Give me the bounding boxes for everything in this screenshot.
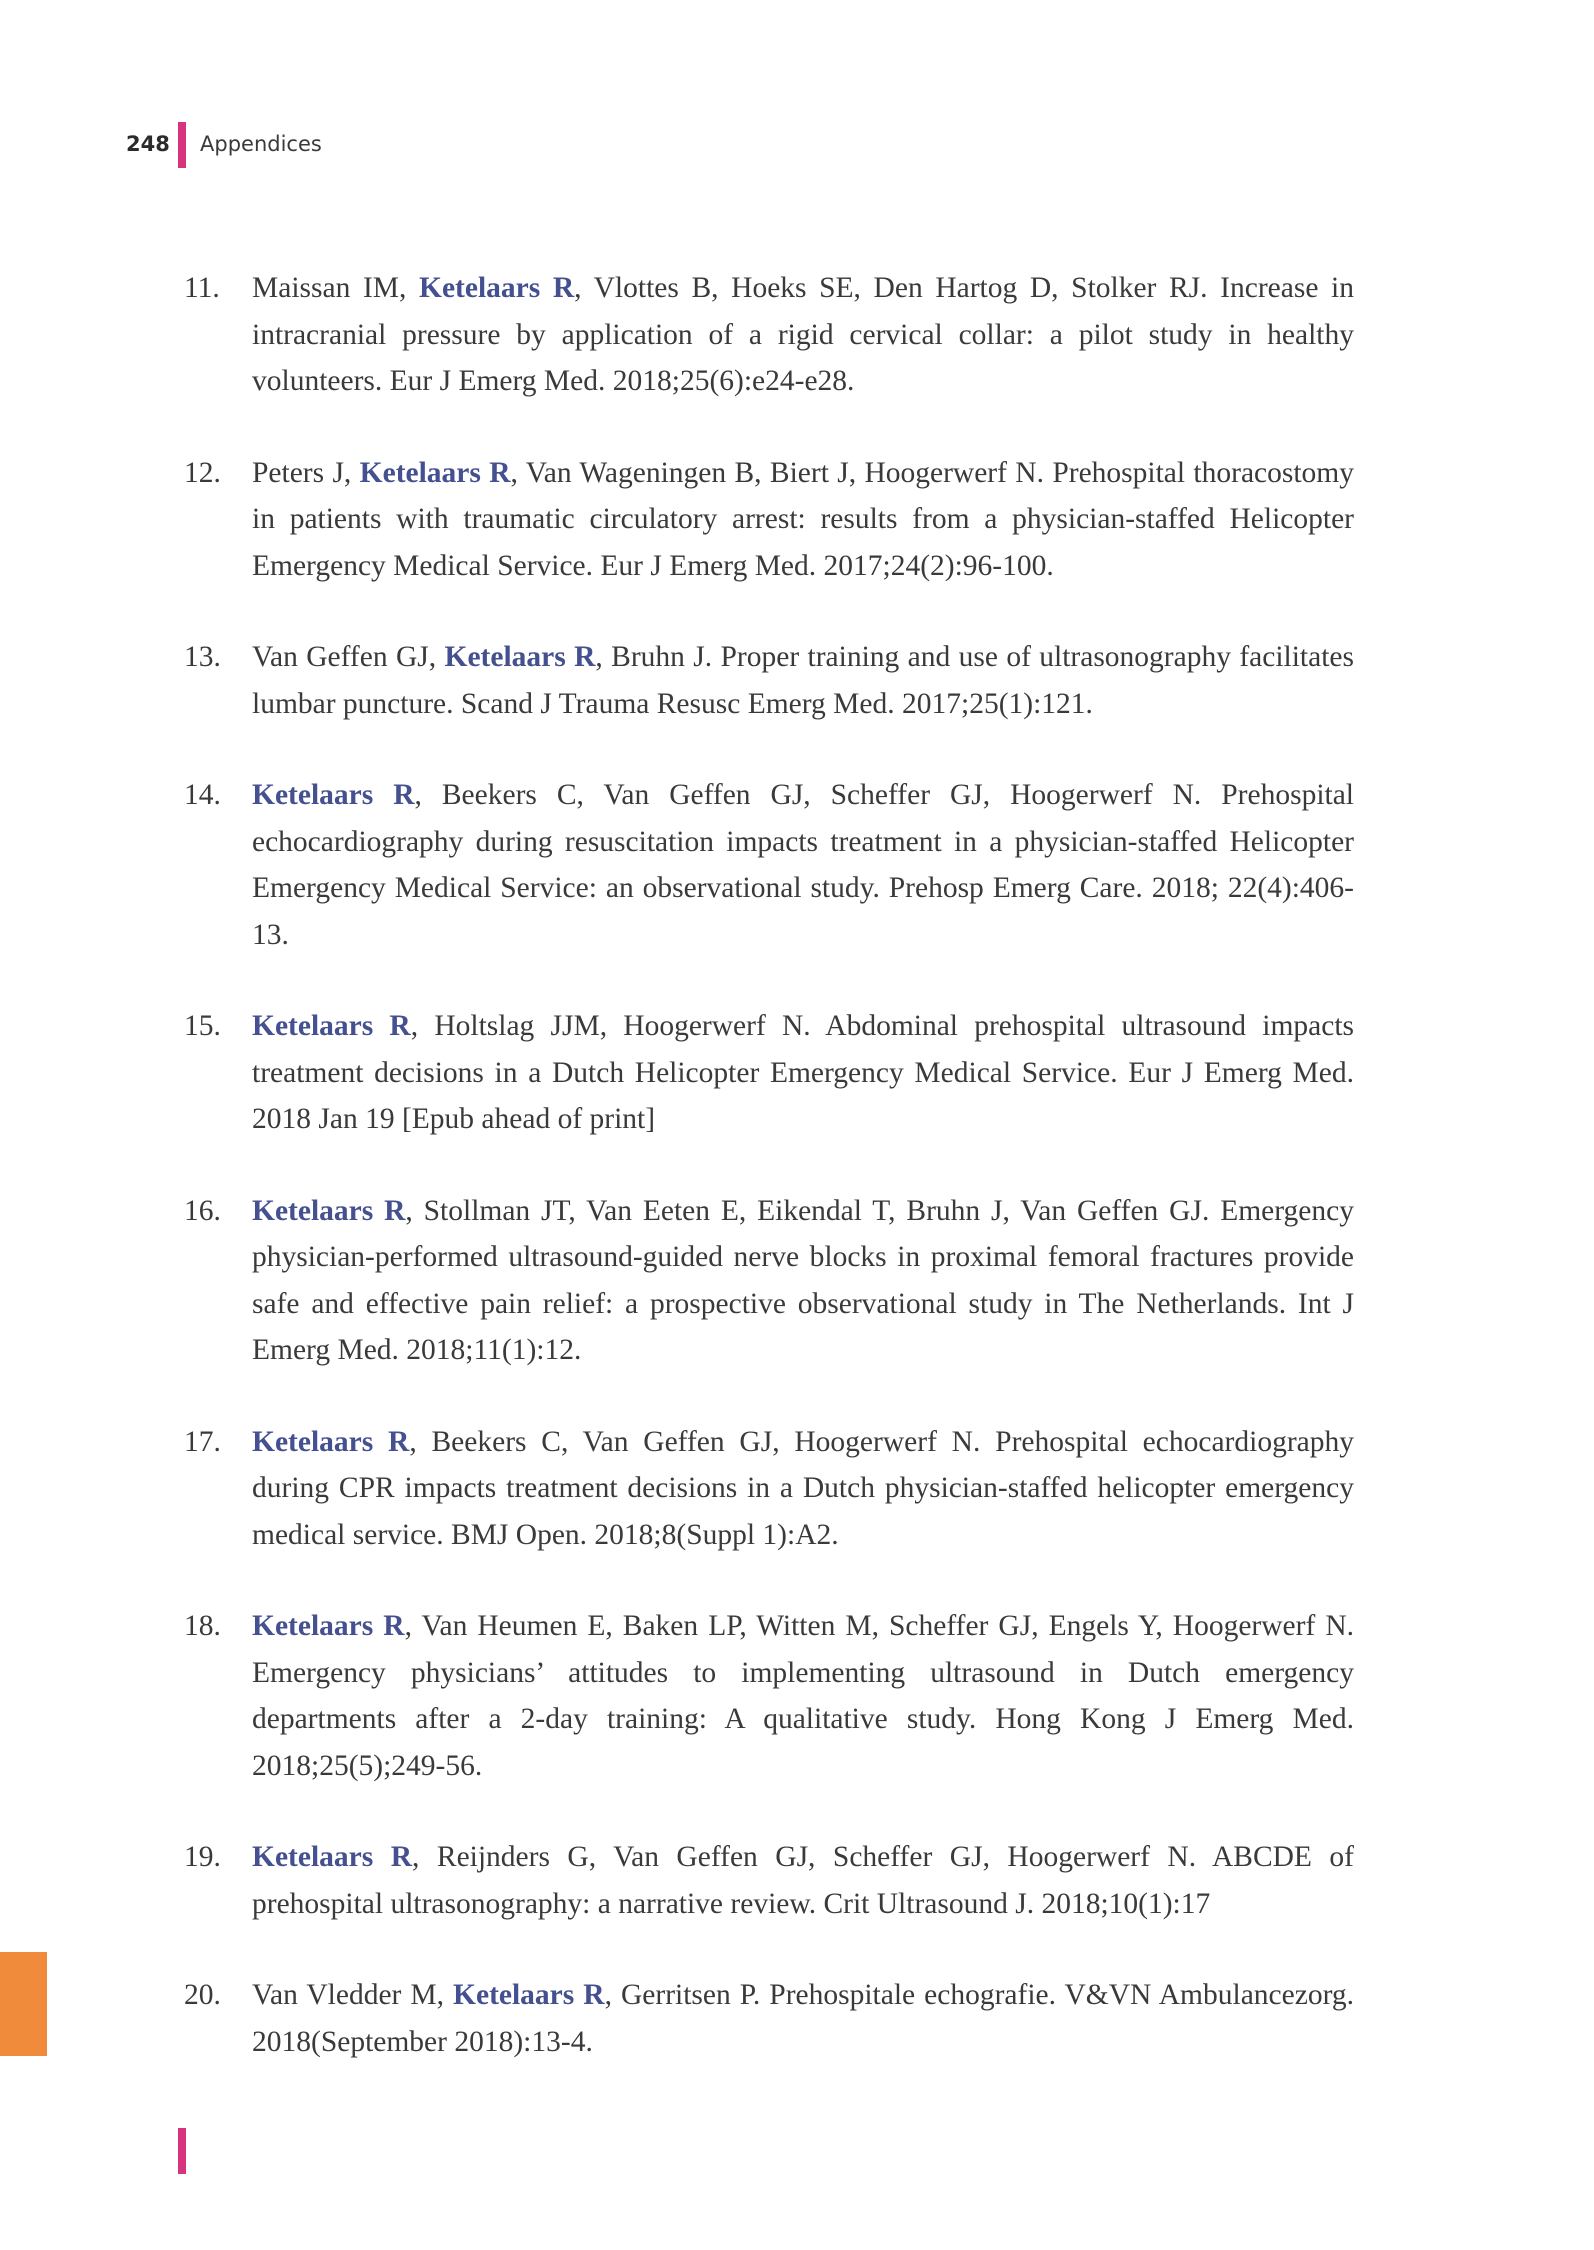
reference-number: 12.	[184, 456, 221, 489]
reference-citation: , Beekers C, Van Geffen GJ, Scheffer GJ, Hoogerwerf N. Prehospital echocardiography during resuscitation impacts treatment in a physician-staffed Helicopter Emergency Medical Service: an observational study. Prehosp Emerg Care. 2018; 22(4):406-13.	[252, 779, 1355, 951]
reference-number: 13.	[184, 641, 221, 673]
highlighted-author: Ketelaars R	[453, 1979, 605, 2011]
reference-item	[184, 1188, 1354, 1374]
reference-number: 14.	[184, 779, 221, 811]
reference-citation: , Van Wageningen B, Biert J, Hoogerwerf N. Prehospital thoracostomy in patients with traumatic circulatory arrest: results from a physician-staffed Helicopter Emergency Medical Service. Eur J Emerg Med. 2017;24(2):96-100.	[252, 456, 1355, 582]
reference-item	[184, 265, 1354, 405]
chapter-side-tab	[0, 1952, 47, 2056]
footer-accent-bar	[178, 2128, 186, 2174]
section-title: Appendices	[200, 132, 322, 156]
reference-number: 18.	[184, 1610, 221, 1642]
highlighted-author: Ketelaars R	[252, 1841, 413, 1873]
reference-citation: , Van Heumen E, Baken LP, Witten M, Scheffer GJ, Engels Y, Hoogerwerf N. Emergency physicians’ attitudes to implementing ultrasound in Dutch emergency departments after a 2-day training: A qualitative study. Hong Kong J Emerg Med. 2018;25(5);249-56.	[252, 1610, 1354, 1782]
highlighted-author: Ketelaars R	[419, 272, 575, 304]
highlighted-author: Ketelaars R	[444, 641, 596, 673]
reference-item	[184, 1003, 1354, 1143]
header-accent-bar	[178, 122, 186, 168]
page-number: 248	[126, 132, 170, 156]
reference-item	[184, 1834, 1354, 1927]
reference-list	[184, 265, 1354, 2065]
reference-number: 16.	[184, 1194, 221, 1227]
reference-citation: , Holtslag JJM, Hoogerwerf N. Abdominal prehospital ultrasound impacts treatment decisions in a Dutch Helicopter Emergency Medical Service. Eur J Emerg Med. 2018 Jan 19 [Epub ahead of print]	[252, 1010, 1355, 1135]
reference-number: 17.	[184, 1425, 221, 1458]
reference-authors-before: Maissan IM,	[252, 272, 419, 304]
reference-number: 11.	[184, 272, 220, 304]
highlighted-author: Ketelaars R	[252, 1010, 411, 1042]
reference-item	[184, 1972, 1354, 2065]
highlighted-author: Ketelaars R	[252, 1194, 406, 1227]
reference-number: 19.	[184, 1841, 221, 1873]
highlighted-author: Ketelaars R	[252, 1425, 410, 1458]
reference-item	[184, 1603, 1354, 1789]
highlighted-author: Ketelaars R	[252, 1610, 405, 1642]
highlighted-author: Ketelaars R	[252, 779, 415, 811]
reference-item	[184, 1419, 1354, 1559]
reference-item	[184, 634, 1354, 727]
highlighted-author: Ketelaars R	[359, 456, 511, 489]
reference-number: 15.	[184, 1010, 221, 1042]
reference-authors-before: Peters J,	[252, 456, 360, 489]
reference-citation: , Stollman JT, Van Eeten E, Eikendal T, Bruhn J, Van Geffen GJ. Emergency physician-performed ultrasound-guided nerve blocks in proximal femoral fractures provide safe and effective pain relief: a prospective observational study in The Netherlands. Int J Emerg Med. 2018;11(1):12.	[252, 1194, 1354, 1366]
reference-citation: , Bruhn J. Proper training and use of ultrasonography facilitates lumbar puncture. Scand J Trauma Resusc Emerg Med. 2017;25(1):121.	[252, 641, 1354, 720]
reference-citation: , Vlottes B, Hoeks SE, Den Hartog D, Stolker RJ. Increase in intracranial pressure by application of a rigid cervical collar: a pilot study in healthy volunteers. Eur J Emerg Med. 2018;25(6):e24-e28.	[252, 272, 1354, 397]
reference-citation: , Gerritsen P. Prehospitale echografie. V&VN Ambulancezorg. 2018(September 2018):13-4.	[252, 1979, 1354, 2058]
reference-item	[184, 450, 1354, 590]
reference-authors-before: Van Vledder M,	[252, 1979, 454, 2011]
reference-citation: , Beekers C, Van Geffen GJ, Hoogerwerf N. Prehospital echocardiography during CPR impacts treatment decisions in a Dutch physician-staffed helicopter emergency medical service. BMJ Open. 2018;8(Suppl 1):A2.	[252, 1425, 1354, 1551]
reference-number: 20.	[184, 1979, 221, 2011]
reference-authors-before: Van Geffen GJ,	[252, 641, 445, 673]
reference-item	[184, 772, 1354, 958]
reference-citation: , Reijnders G, Van Geffen GJ, Scheffer GJ, Hoogerwerf N. ABCDE of prehospital ultrasonography: a narrative review. Crit Ultrasound J. 2018;10(1):17	[252, 1841, 1355, 1920]
